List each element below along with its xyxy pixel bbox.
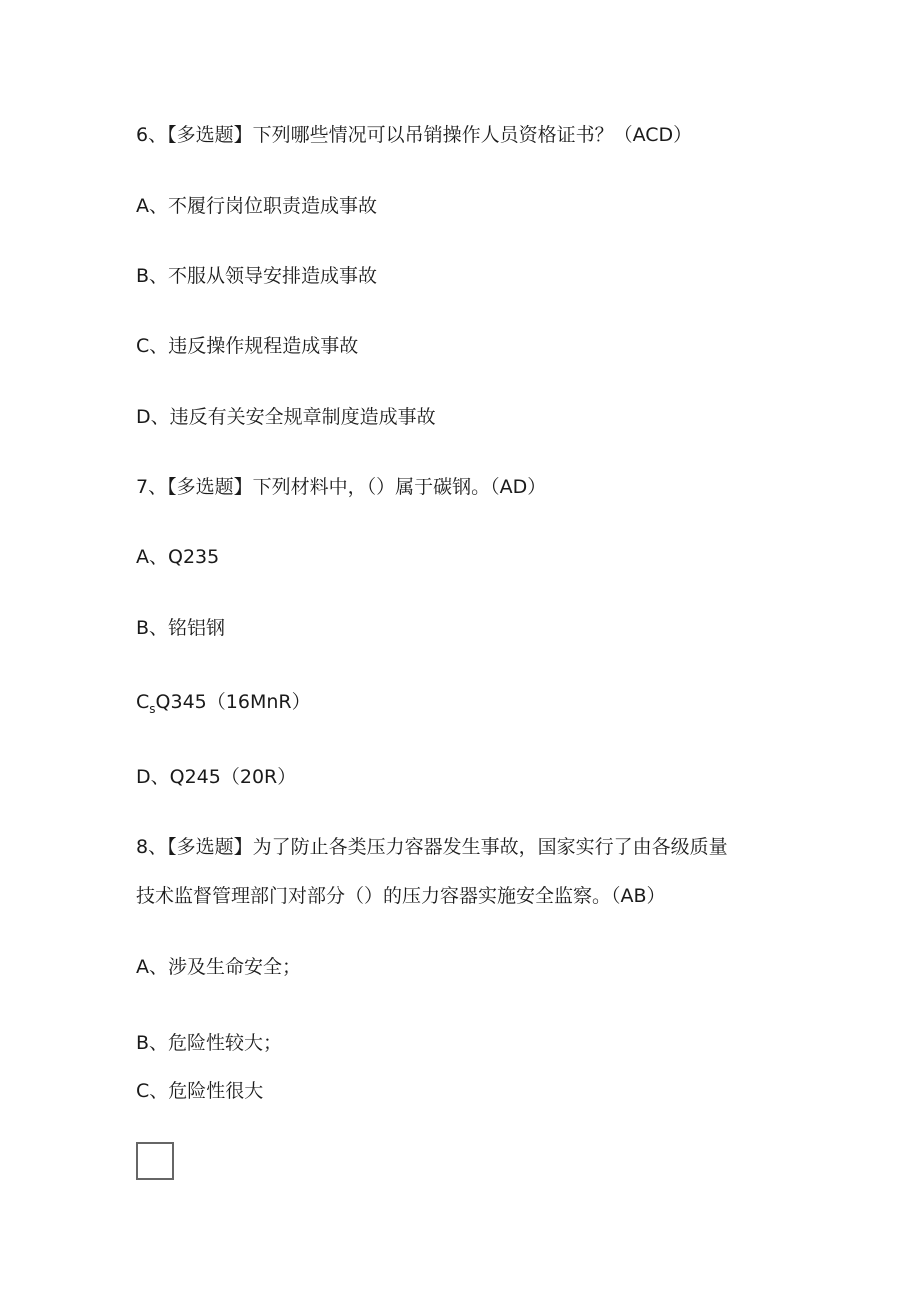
option-c: C、违反操作规程造成事故	[136, 335, 359, 357]
option-b: B、不服从领导安排造成事故	[136, 265, 378, 287]
question-stem-line-1: 8、【多选题】为了防止各类压力容器发生事故，国家实行了由各级质量	[136, 836, 728, 858]
option-d: D、Q245（20R）	[136, 766, 297, 788]
option-a: A、Q235	[136, 546, 220, 568]
option-c-text: Q345（16MnR）	[155, 691, 311, 713]
option-c-subscript: s	[149, 702, 156, 716]
option-a: A、涉及生命安全；	[136, 956, 301, 978]
question-stem: 6、【多选题】下列哪些情况可以吊销操作人员资格证书？（ACD）	[136, 124, 693, 146]
option-c	[136, 690, 311, 716]
question-stem: 7、【多选题】下列材料中，（）属于碳钢。（AD）	[136, 476, 547, 498]
option-b: B、铭铝钢	[136, 617, 226, 639]
option-d: D、违反有关安全规章制度造成事故	[136, 406, 436, 428]
option-a: A、不履行岗位职责造成事故	[136, 195, 377, 217]
question-stem-line-2: 技术监督管理部门对部分（）的压力容器实施安全监察。（AB）	[136, 885, 666, 907]
empty-checkbox[interactable]	[136, 1142, 174, 1180]
option-c: C、危险性很大	[136, 1080, 264, 1102]
option-c-letter: C	[136, 691, 150, 713]
option-b: B、危险性较大；	[136, 1032, 283, 1054]
